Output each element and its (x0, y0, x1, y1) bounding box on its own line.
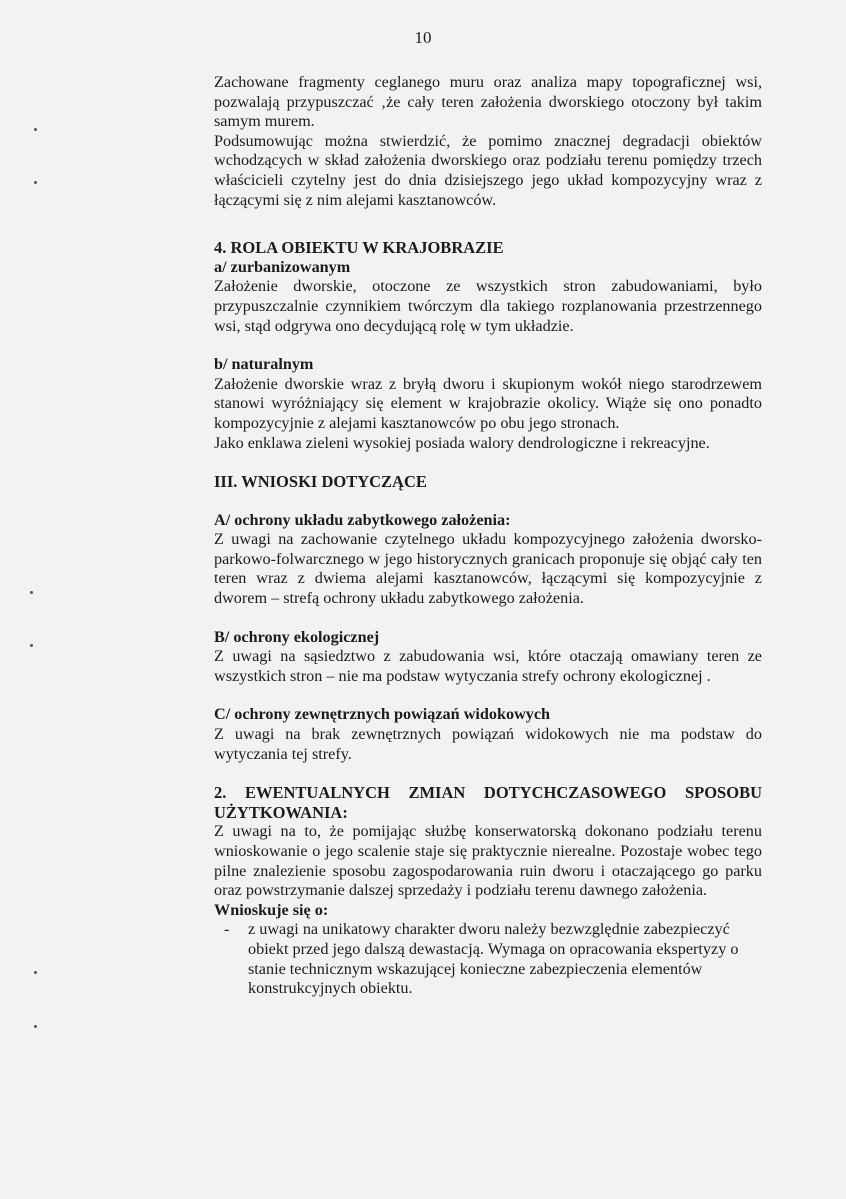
subsection-b-text-2: Jako enklawa zieleni wysokiej posiada walory dendrologiczne i rekreacyjne. (214, 433, 710, 452)
heading-b-ecological: B/ ochrony ekologicznej (214, 627, 380, 646)
section-iii-title: III. WNIOSKI DOTYCZĄCE (214, 472, 427, 492)
heading-c-visual: C/ ochrony zewnętrznych powiązań widokowych (214, 705, 551, 724)
list-item-text: z uwagi na unikatowy charakter dworu należy bezwzględnie zabezpieczyć obiekt przed jego dalszą dewastacją. Wymaga on opracowania ekspertyzy o stanie technicznym wskazującej konieczne zabezpieczenia elementów konstrukcyjnych obiektu. (248, 920, 739, 998)
subsection-a-heading: a/ zurbanizowanym (214, 257, 351, 276)
scan-speck (34, 1025, 37, 1028)
section-2-text: Z uwagi na to, że pomijając służbę konserwatorską dokonano podziału terenu wnioskowanie o jego scalenie staje się praktycznie nierealne. Pozostaje wobec tego pilne znalezienie sposobu zagospodarowania ruin dworu i otaczającego go parku oraz powstrzymanie dalszej sprzedaży i podziału terenu dawnego założenia. (214, 822, 762, 900)
subsection-b-text: Założenie dworskie wraz z bryłą dworu i skupionym wokół niego starodrzewem stanowi wyróżniający się element w krajobrazie okolicy. Wiąże się ono ponadto kompozycyjnie z alejami kasztanowców po obu jego stronach. (214, 374, 762, 432)
text-c-visual: Z uwagi na brak zewnętrznych powiązań widokowych nie ma podstaw do wytyczania tej strefy. (214, 725, 762, 763)
list-item (214, 920, 762, 998)
paragraph-summary: Podsumowując można stwierdzić, że pomimo znacznej degradacji obiektów wchodzących w skład założenia dworskiego oraz podziału terenu pomiędzy trzech właścicieli czytelny jest do dnia dzisiejszego jego układ kompozycyjny wraz z łączącymi się z nim alejami kasztanowców. (214, 131, 762, 209)
text-a-protection: Z uwagi na zachowanie czytelnego układu kompozycyjnego założenia dworsko-parkowo-folwarcznego w jego historycznych granicach proponuje się objąć cały ten teren wraz z dwiema alejami kasztanowców, łączącymi się kompozycyjnie z dworem – strefą ochrony układu zabytkowego założenia. (214, 530, 762, 608)
scan-speck (30, 591, 33, 594)
conclusion-heading: Wnioskuje się o: (214, 900, 329, 919)
paragraph-wall: Zachowane fragmenty ceglanego muru oraz analiza mapy topograficznej wsi, pozwalają przypuszczać ‚że cały teren założenia dworskiego otoczony był takim samym murem. (214, 73, 762, 131)
subsection-b-heading: b/ naturalnym (214, 355, 314, 374)
page-number: 10 (414, 28, 432, 47)
section-4-title: 4. ROLA OBIEKTU W KRAJOBRAZIE (214, 238, 504, 258)
scan-speck (34, 181, 37, 184)
bullet-dash: - (224, 920, 230, 939)
scan-speck (34, 971, 37, 974)
subsection-a-text: Założenie dworskie, otoczone ze wszystkich stron zabudowaniami, było przypuszczalnie czynnikiem twórczym dla takiego rozplanowania przestrzennego wsi, stąd odgrywa ono decydującą rolę w tym układzie. (214, 277, 762, 335)
scan-speck (30, 644, 33, 647)
heading-a-protection: A/ ochrony układu zabytkowego założenia: (214, 510, 511, 529)
section-2-title: 2. EWENTUALNYCH ZMIAN DOTYCHCZASOWEGO SPOSOBU UŻYTKOWANIA: (214, 783, 762, 822)
scan-speck (34, 128, 37, 131)
conclusion-list (214, 920, 762, 998)
text-b-ecological: Z uwagi na sąsiedztwo z zabudowania wsi, które otaczają omawiany teren ze wszystkich stron – nie ma podstaw wytyczania strefy ochrony ekologicznej . (214, 647, 762, 685)
document-body (214, 73, 762, 999)
